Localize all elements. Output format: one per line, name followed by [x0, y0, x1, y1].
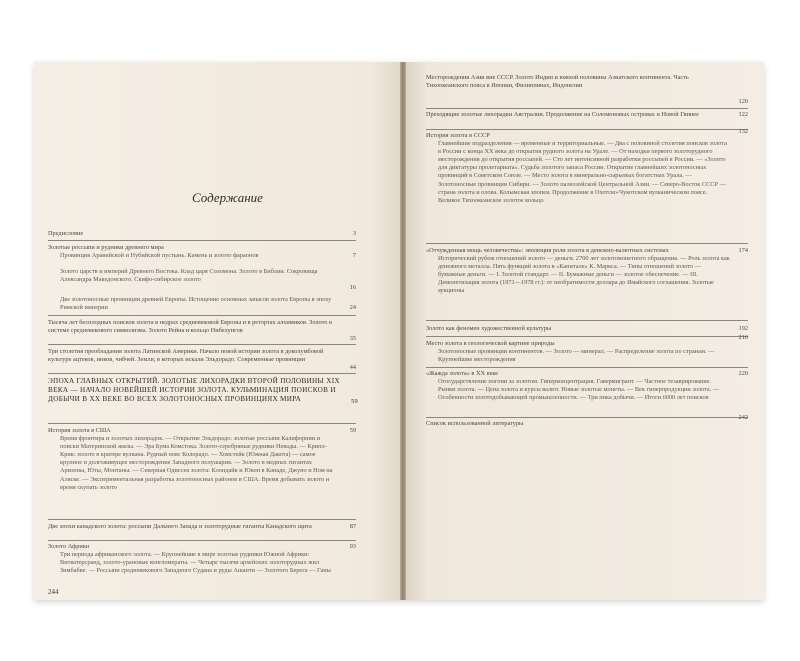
- toc-entry: [48, 348, 356, 371]
- toc-entry-title: Три столетия преобладания золота Латинской Америки. Начало новой истории золота в доколумбовой культуре ацтеков, инков, чибчей. Земли, в которых искали Эльдорадо. Современные провинции: [48, 348, 324, 364]
- toc-entry-subtitle: Огосударствление погони за золотом. Гиперконцентрация. Гавермигрант. — Частное тезаврирование. Рынки золота. — Цена золота и курсы валют. Новые золотые монеты. — Век гиперпродукции золота. — Особенности золотодобывающей промышленности. — Три пика добычи. — Итоги 6000 лет поисков: [438, 378, 720, 402]
- toc-page-number: 35: [349, 335, 356, 342]
- toc-entry-subtitle: Время фронтира и золотых лихорадок. — Открытие Эльдорадо: золотые россыпи Калифорнии и поиски Материнской жилы. — Эра Бума Комстока. Золото-серебряные рудники Невады. — Крипл-Крик: золото в кратере вулкана. Рудный пояс Колорадо. — Хомстейк (Южная Дакота) — самое крупное и долгоживущее месторождение Западного полушария. — Золото в медных гигантах Аризоны, Юты, Монтаны. — Северная Одиссея золота: Клондайк и Юкон в Канаде, Джуно и Ном на Аляске. — Экспериментальная разработка золотоносных районов в США. Время добывать золото и время скупать золото: [60, 435, 333, 491]
- toc-entry: [48, 523, 356, 531]
- divider: [426, 129, 748, 130]
- part-heading: [48, 377, 356, 404]
- divider: [48, 423, 356, 424]
- divider: [48, 240, 356, 241]
- toc-page-number: 192: [738, 325, 748, 332]
- toc-page-number: 174: [738, 247, 748, 254]
- toc-page-number: 59: [349, 427, 356, 434]
- toc-page-number: 24: [349, 304, 356, 311]
- toc-page-number: 87: [349, 523, 356, 530]
- toc-page-number: 242: [738, 414, 748, 421]
- toc-entry-title: Золотые россыпи и рудники древнего мира: [48, 244, 164, 251]
- toc-entry: [426, 414, 748, 428]
- toc-entry-title: Предисловие: [48, 230, 84, 237]
- divider: [48, 315, 356, 316]
- page-number: 244: [48, 588, 59, 596]
- toc-entry: [426, 247, 748, 296]
- divider: [426, 336, 748, 337]
- toc-entry-subtitle: Золото царств и империй Древнего Востока. Клад царя Соломона. Золото в Библии. Сокровища Александра Македонского. Скифо-сибирское золото: [60, 268, 318, 284]
- toc-page-number: 3: [352, 230, 356, 237]
- toc-entry: [48, 244, 356, 260]
- toc-entry-title: «Жажда золота» в XX веке: [426, 370, 499, 377]
- divider: [426, 367, 748, 368]
- part-heading-text: ЭПОХА ГЛАВНЫХ ОТКРЫТИЙ. ЗОЛОТЫЕ ЛИХОРАДКИ ВТОРОЙ ПОЛОВИНЫ XIX ВЕКА — НАЧАЛО НОВЕЙШЕЙ ИСТОРИИ ЗОЛОТА. КУЛЬМИНАЦИЯ ПОИСКОВ И ДОБЫЧИ В XX ВЕКЕ ВО ВСЕХ ЗОЛОТОНОСНЫХ ПРОВИНЦИЯХ МИРА: [48, 377, 340, 403]
- toc-page-number: 16: [349, 284, 356, 291]
- right-page: [406, 62, 764, 600]
- divider: [426, 320, 748, 321]
- divider: [48, 344, 356, 345]
- toc-entry-title: «Отчужденная мощь человечества»: эволюция роли золота в денежно-валютных системах: [426, 247, 669, 254]
- toc-entry-subtitle: Провинция Аравийской и Нубийской пустынь. Камень и золото фараонов: [60, 252, 259, 260]
- toc-entry: [426, 111, 748, 119]
- divider: [426, 243, 748, 244]
- toc-entry-title: Тысяча лет бесплодных поисков золота в недрах средневековой Европы и в ретортах алхимиков. Золото в системе средневекового символизма. Золото Рейна и кольцо Нибелунгов: [48, 319, 332, 335]
- toc-entry-title: История золота в СССР: [426, 132, 490, 139]
- toc-entry: [426, 128, 748, 205]
- toc-entry: [48, 427, 356, 492]
- toc-entry: [426, 74, 748, 105]
- toc-page-number: 59: [351, 398, 358, 405]
- contents-title: Содержание: [192, 190, 263, 205]
- toc-page-number: 220: [738, 370, 748, 377]
- toc-page-number: 44: [349, 364, 356, 371]
- divider: [48, 519, 356, 520]
- toc-entry: [48, 543, 356, 575]
- toc-entry-title: Место золота в геологической картине природы: [426, 340, 555, 347]
- book-spread: [34, 62, 764, 600]
- left-page: [34, 62, 400, 600]
- toc-entry-title: Две эпохи канадского золота: россыпи Дальнего Запада и золоторудные гиганты Канадского щита: [48, 523, 312, 530]
- toc-entry: [48, 319, 356, 342]
- toc-entry-title: Преходящие золотые лихорадки Австралии. Продолжение на Соломоновых островах и Новой Гвинее: [426, 111, 699, 118]
- toc-entry-subtitle: Две золотоносные провинции древней Европы. Истощение основных запасов золота Европы в эпоху Римской империи: [60, 296, 332, 312]
- toc-page-number: 210: [738, 334, 748, 341]
- toc-entry: [426, 325, 748, 333]
- toc-entry-subtitle: Золотоносные провинции континентов. — Золото — минерал. — Распределение золота по странам. — Крупнейшие месторождения: [438, 348, 715, 364]
- divider: [48, 540, 356, 541]
- toc-entry: [48, 296, 356, 312]
- toc-page-number: 122: [738, 111, 748, 118]
- toc-entry: [426, 334, 748, 364]
- toc-entry-title: Золото Африки: [48, 543, 90, 550]
- toc-page-number: 132: [738, 128, 748, 135]
- toc-entry-title: Месторождения Азии вне СССР. Золото Индии и южной половины Азиатского континента. Часть Тихоокеанского пояса в Японии, Филиппинах, Индонезии: [426, 74, 689, 90]
- toc-entry-subtitle: Исторический рубеж отношений золото — деньги. 2700 лет золотомонетного обращения. — Роль золота как денежного металла. Пять функций золота в «Капитале» К. Маркса. — Типы отношений золото — бумажные деньги. — I. Золотой стандарт. — II. Бумажные деньги — золотое обеспечение. — III. Демонетизация золота (1971—1978 гг.): от необратимости доллара до Ямайского соглашения. Золотые аукционы: [438, 255, 730, 295]
- divider: [426, 417, 748, 418]
- toc-page-number: 93: [349, 543, 356, 550]
- toc-entry-title: Золото как феномен художественной культуры: [426, 325, 552, 332]
- toc-entry-subtitle: Три периода африканского золота. — Крупнейшие в мире золотые рудники Южной Африки: Витватерсранд, золото-урановые конгломераты. — Четыре тысячи архейских золоторудных жил Зимбабве. — Россыпи средневекового Западного Судана и руды Ашанти — Золотого Берега — Ганы: [60, 551, 331, 575]
- toc-entry-subtitle: Главнейшие подразделения — временные и территориальные. — Два с половиной столетия поисков золота в России с конца XX века до открытия рудного золота на Урале. — От находки первого золоторудного месторождения до открытия россыпей. — Сто лет интенсивной разработки россыпей в России. — «Золото для диктатуры пролетариата». Судьба золотого запаса России. Открытие главнейших золотоносных провинций в Советском Союзе. — Место золота в минерально-сырьевых богатствах Урала. — Золотоносные провинции Сибири. — Золото палеозойской Центральной Азии. — Северо-Восток СССР — страна золота и олова. Колымская эпопея. Продолжение в Охотско-Чукотском вулканическом поясе. Великое Тихоокеанское золотое кольцо: [438, 140, 727, 204]
- toc-entry-title: История золота в США: [48, 427, 111, 434]
- toc-entry: [48, 268, 356, 291]
- toc-entry-title: Список использованной литературы: [426, 420, 524, 427]
- toc-entry: [48, 230, 356, 238]
- divider: [48, 373, 356, 374]
- toc-page-number: 120: [738, 98, 748, 105]
- toc-page-number: 7: [352, 252, 356, 259]
- divider: [426, 108, 748, 109]
- toc-entry: [426, 370, 748, 402]
